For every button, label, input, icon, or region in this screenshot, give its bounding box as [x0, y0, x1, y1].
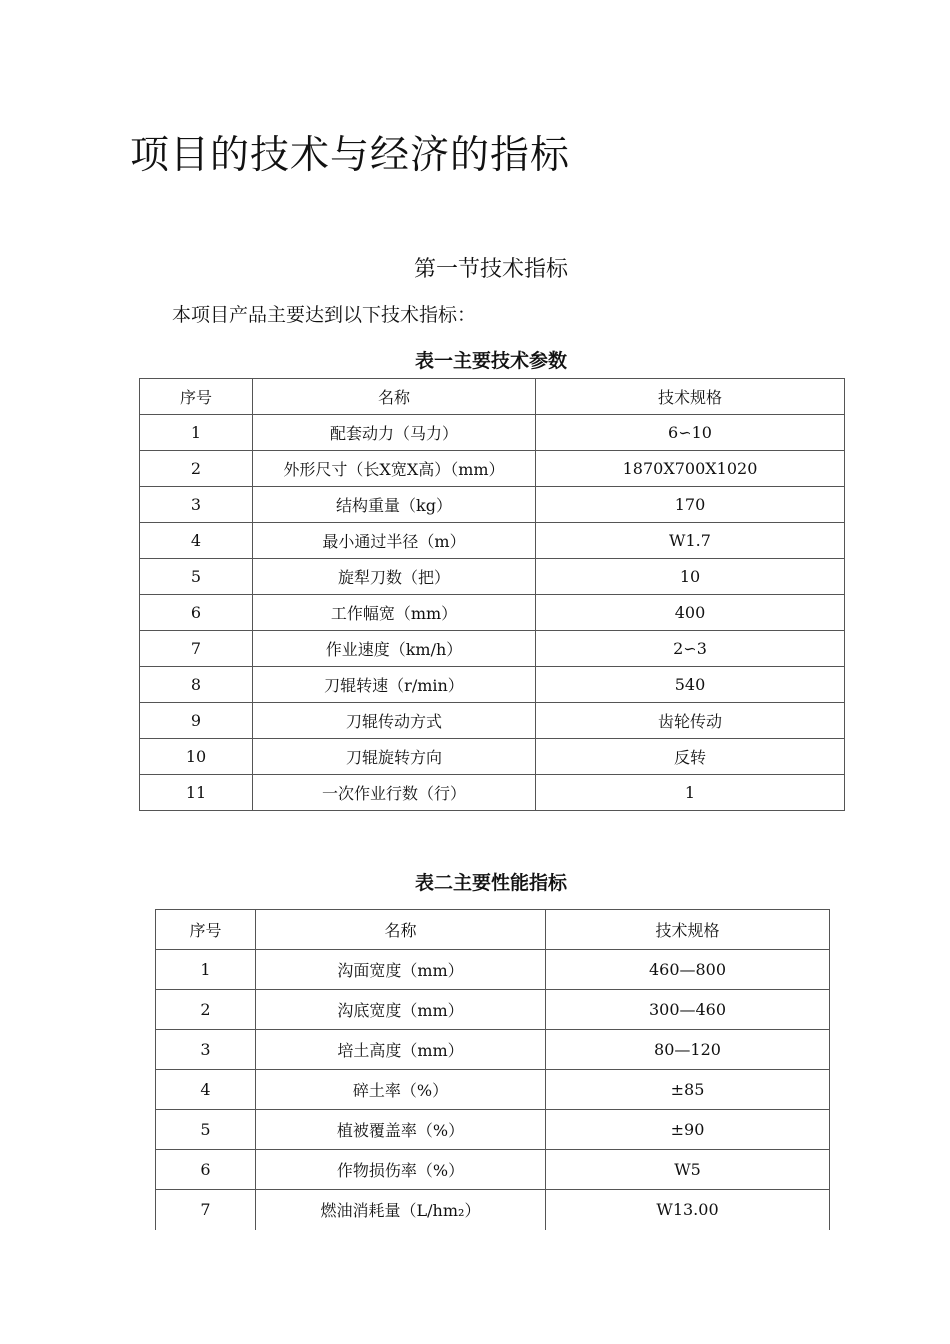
table-cell: 刀辊传动方式: [253, 703, 536, 739]
header-cell: 序号: [140, 379, 253, 415]
table-cell: ±90: [546, 1110, 830, 1150]
table-cell: 4: [140, 523, 253, 559]
table-row: [140, 667, 845, 703]
table-row: [140, 631, 845, 667]
table-cell: 540: [536, 667, 845, 703]
header-cell: 技术规格: [546, 910, 830, 950]
table-header-row: [156, 910, 830, 950]
table-row: [140, 487, 845, 523]
table-row: [156, 1030, 830, 1070]
table-header-row: [140, 379, 845, 415]
table-cell: 2: [156, 990, 256, 1030]
table-cell: 最小通过半径（m）: [253, 523, 536, 559]
table-cell: 一次作业行数（行）: [253, 775, 536, 811]
table-cell: 旋犁刀数（把）: [253, 559, 536, 595]
table-cell: 6: [140, 595, 253, 631]
table-cell: 刀辊旋转方向: [253, 739, 536, 775]
table-cell: 3: [140, 487, 253, 523]
table-row: [156, 1190, 830, 1230]
table-cell: 2∽3: [536, 631, 845, 667]
table-cell: 外形尺寸（长X宽X高）（mm）: [253, 451, 536, 487]
table-row: [140, 451, 845, 487]
table-cell: 1: [536, 775, 845, 811]
table-row: [140, 595, 845, 631]
header-cell: 技术规格: [536, 379, 845, 415]
table-cell: 碎土率（%）: [256, 1070, 546, 1110]
table-cell: 5: [140, 559, 253, 595]
table-cell: 培土高度（mm）: [256, 1030, 546, 1070]
table-cell: 80—120: [546, 1030, 830, 1070]
table-cell: W13.00: [546, 1190, 830, 1230]
table-row: [140, 523, 845, 559]
table-cell: 5: [156, 1110, 256, 1150]
table-cell: 配套动力（马力）: [253, 415, 536, 451]
tech-params-table: [139, 378, 845, 811]
table-cell: 燃油消耗量（L/hm₂）: [256, 1190, 546, 1230]
performance-table: [155, 909, 830, 1230]
table-row: [140, 739, 845, 775]
table-cell: 作物损伤率（%）: [256, 1150, 546, 1190]
table-cell: ±85: [546, 1070, 830, 1110]
table-row: [140, 703, 845, 739]
table-cell: 400: [536, 595, 845, 631]
table-cell: 1: [140, 415, 253, 451]
table-cell: W1.7: [536, 523, 845, 559]
table-cell: 2: [140, 451, 253, 487]
table-cell: 工作幅宽（mm）: [253, 595, 536, 631]
table-cell: 6∽10: [536, 415, 845, 451]
table-row: [140, 775, 845, 811]
table-cell: 沟底宽度（mm）: [256, 990, 546, 1030]
header-cell: 名称: [256, 910, 546, 950]
table-row: [156, 1110, 830, 1150]
table-cell: 刀辊转速（r/min）: [253, 667, 536, 703]
table-row: [156, 990, 830, 1030]
table-cell: 6: [156, 1150, 256, 1190]
table-cell: 作业速度（km/h）: [253, 631, 536, 667]
table-cell: 11: [140, 775, 253, 811]
intro-text: 本项目产品主要达到以下技术指标：: [172, 304, 477, 326]
table-cell: 结构重量（kg）: [253, 487, 536, 523]
table-cell: 7: [140, 631, 253, 667]
table-cell: W5: [546, 1150, 830, 1190]
section-heading: 第一节技术指标: [413, 257, 568, 282]
table-cell: 4: [156, 1070, 256, 1110]
table-row: [140, 415, 845, 451]
table-row: [140, 559, 845, 595]
table-cell: 齿轮传动: [536, 703, 845, 739]
header-cell: 名称: [253, 379, 536, 415]
table-cell: 沟面宽度（mm）: [256, 950, 546, 990]
table-cell: 7: [156, 1190, 256, 1230]
table2-caption: 表二主要性能指标: [414, 872, 567, 894]
table-row: [156, 1150, 830, 1190]
table-cell: 10: [140, 739, 253, 775]
table-cell: 9: [140, 703, 253, 739]
table-cell: 10: [536, 559, 845, 595]
table-cell: 3: [156, 1030, 256, 1070]
table-cell: 300—460: [546, 990, 830, 1030]
table-cell: 反转: [536, 739, 845, 775]
table1-caption: 表一主要技术参数: [414, 350, 567, 372]
table-cell: 1870X700X1020: [536, 451, 845, 487]
table-cell: 植被覆盖率（%）: [256, 1110, 546, 1150]
table-cell: 460—800: [546, 950, 830, 990]
table-cell: 1: [156, 950, 256, 990]
table-row: [156, 950, 830, 990]
table-cell: 8: [140, 667, 253, 703]
document-title: 项目的技术与经济的指标: [130, 133, 571, 178]
header-cell: 序号: [156, 910, 256, 950]
table-cell: 170: [536, 487, 845, 523]
table-row: [156, 1070, 830, 1110]
